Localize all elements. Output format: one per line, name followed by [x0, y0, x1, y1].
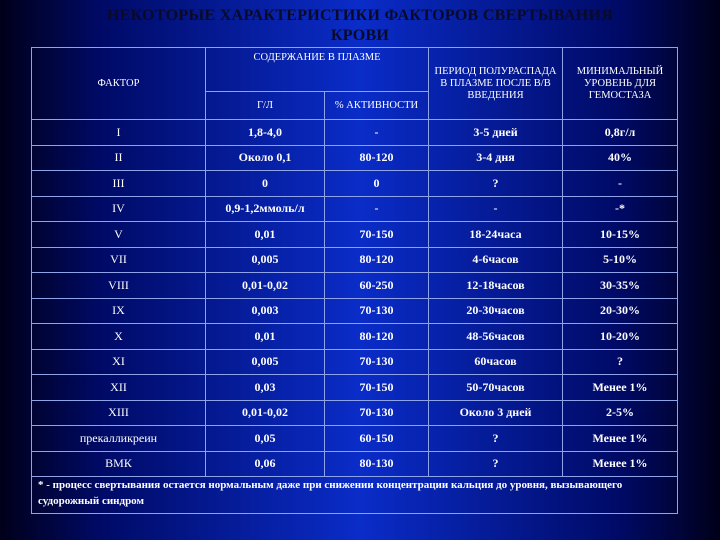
- activity-cell: 60-250: [325, 273, 429, 299]
- gl-cell: 0,003: [206, 298, 325, 324]
- header-min-level: МИНИМАЛЬНЫЙ УРОВЕНЬ ДЛЯ ГЕМОСТАЗА: [563, 48, 678, 120]
- min-level-cell: 5-10%: [563, 247, 678, 273]
- gl-cell: 0,03: [206, 375, 325, 401]
- title-line-1: НЕКОТОРЫЕ ХАРАКТЕРИСТИКИ ФАКТОРОВ СВЕРТЫВАНИЯ: [106, 7, 614, 24]
- gl-cell: 0,01-0,02: [206, 400, 325, 426]
- activity-cell: 70-150: [325, 375, 429, 401]
- page-title: [40, 6, 680, 46]
- factor-cell: XIII: [32, 400, 206, 426]
- table-row: [32, 375, 678, 401]
- table-row: [32, 451, 678, 477]
- header-plasma-content: СОДЕРЖАНИЕ В ПЛАЗМЕ: [206, 48, 429, 92]
- half-life-cell: 50-70часов: [429, 375, 563, 401]
- gl-cell: 0,005: [206, 247, 325, 273]
- gl-cell: 1,8-4,0: [206, 120, 325, 146]
- table-row: [32, 324, 678, 350]
- half-life-cell: 4-6часов: [429, 247, 563, 273]
- table-row: [32, 247, 678, 273]
- table-row: [32, 349, 678, 375]
- activity-cell: -: [325, 120, 429, 146]
- table-row: [32, 171, 678, 197]
- gl-cell: 0: [206, 171, 325, 197]
- gl-cell: 0,06: [206, 451, 325, 477]
- table-row: [32, 222, 678, 248]
- header-factor: ФАКТОР: [32, 48, 206, 120]
- table-row: [32, 273, 678, 299]
- half-life-cell: 60часов: [429, 349, 563, 375]
- factor-cell: X: [32, 324, 206, 350]
- min-level-cell: Менее 1%: [563, 375, 678, 401]
- min-level-cell: 10-15%: [563, 222, 678, 248]
- table-row: [32, 145, 678, 171]
- min-level-cell: 2-5%: [563, 400, 678, 426]
- title-line-2: КРОВИ: [330, 27, 390, 44]
- gl-cell: Около 0,1: [206, 145, 325, 171]
- table-body: [32, 120, 678, 477]
- min-level-cell: ?: [563, 349, 678, 375]
- table-row: [32, 426, 678, 452]
- table-row: [32, 120, 678, 146]
- factor-cell: IX: [32, 298, 206, 324]
- header-gl: Г/Л: [206, 92, 325, 120]
- half-life-cell: Около 3 дней: [429, 400, 563, 426]
- footnote: * - процесс свертывания остается нормальным даже при снижении концентрации кальция до уровня, вызывающего судорожный синдром: [32, 477, 678, 514]
- factor-cell: XII: [32, 375, 206, 401]
- half-life-cell: 20-30часов: [429, 298, 563, 324]
- min-level-cell: 20-30%: [563, 298, 678, 324]
- factor-cell: VIII: [32, 273, 206, 299]
- header-half-life: ПЕРИОД ПОЛУРАСПАДА В ПЛАЗМЕ ПОСЛЕ В/В ВВЕДЕНИЯ: [429, 48, 563, 120]
- min-level-cell: Менее 1%: [563, 451, 678, 477]
- activity-cell: 80-120: [325, 324, 429, 350]
- gl-cell: 0,01-0,02: [206, 273, 325, 299]
- activity-cell: 80-120: [325, 145, 429, 171]
- activity-cell: 70-130: [325, 349, 429, 375]
- activity-cell: 70-130: [325, 400, 429, 426]
- factor-cell: V: [32, 222, 206, 248]
- half-life-cell: 3-5 дней: [429, 120, 563, 146]
- header-activity: % АКТИВНОСТИ: [325, 92, 429, 120]
- table-row: [32, 298, 678, 324]
- coagulation-factors-table: [31, 47, 678, 514]
- activity-cell: 0: [325, 171, 429, 197]
- min-level-cell: Менее 1%: [563, 426, 678, 452]
- activity-cell: 70-130: [325, 298, 429, 324]
- factor-cell: III: [32, 171, 206, 197]
- half-life-cell: ?: [429, 426, 563, 452]
- factor-cell: I: [32, 120, 206, 146]
- factor-cell: прекалликреин: [32, 426, 206, 452]
- activity-cell: 60-150: [325, 426, 429, 452]
- activity-cell: -: [325, 196, 429, 222]
- factor-cell: ВМК: [32, 451, 206, 477]
- half-life-cell: 12-18часов: [429, 273, 563, 299]
- gl-cell: 0,9-1,2ммоль/л: [206, 196, 325, 222]
- min-level-cell: 30-35%: [563, 273, 678, 299]
- table-row: [32, 196, 678, 222]
- factor-cell: VII: [32, 247, 206, 273]
- factor-cell: XI: [32, 349, 206, 375]
- gl-cell: 0,05: [206, 426, 325, 452]
- half-life-cell: -: [429, 196, 563, 222]
- activity-cell: 80-120: [325, 247, 429, 273]
- half-life-cell: 18-24часа: [429, 222, 563, 248]
- gl-cell: 0,005: [206, 349, 325, 375]
- half-life-cell: 3-4 дня: [429, 145, 563, 171]
- gl-cell: 0,01: [206, 324, 325, 350]
- min-level-cell: 0,8г/л: [563, 120, 678, 146]
- half-life-cell: ?: [429, 451, 563, 477]
- activity-cell: 70-150: [325, 222, 429, 248]
- activity-cell: 80-130: [325, 451, 429, 477]
- factor-cell: II: [32, 145, 206, 171]
- min-level-cell: 40%: [563, 145, 678, 171]
- gl-cell: 0,01: [206, 222, 325, 248]
- min-level-cell: -*: [563, 196, 678, 222]
- half-life-cell: 48-56часов: [429, 324, 563, 350]
- half-life-cell: ?: [429, 171, 563, 197]
- factor-cell: IV: [32, 196, 206, 222]
- min-level-cell: 10-20%: [563, 324, 678, 350]
- table-row: [32, 400, 678, 426]
- min-level-cell: -: [563, 171, 678, 197]
